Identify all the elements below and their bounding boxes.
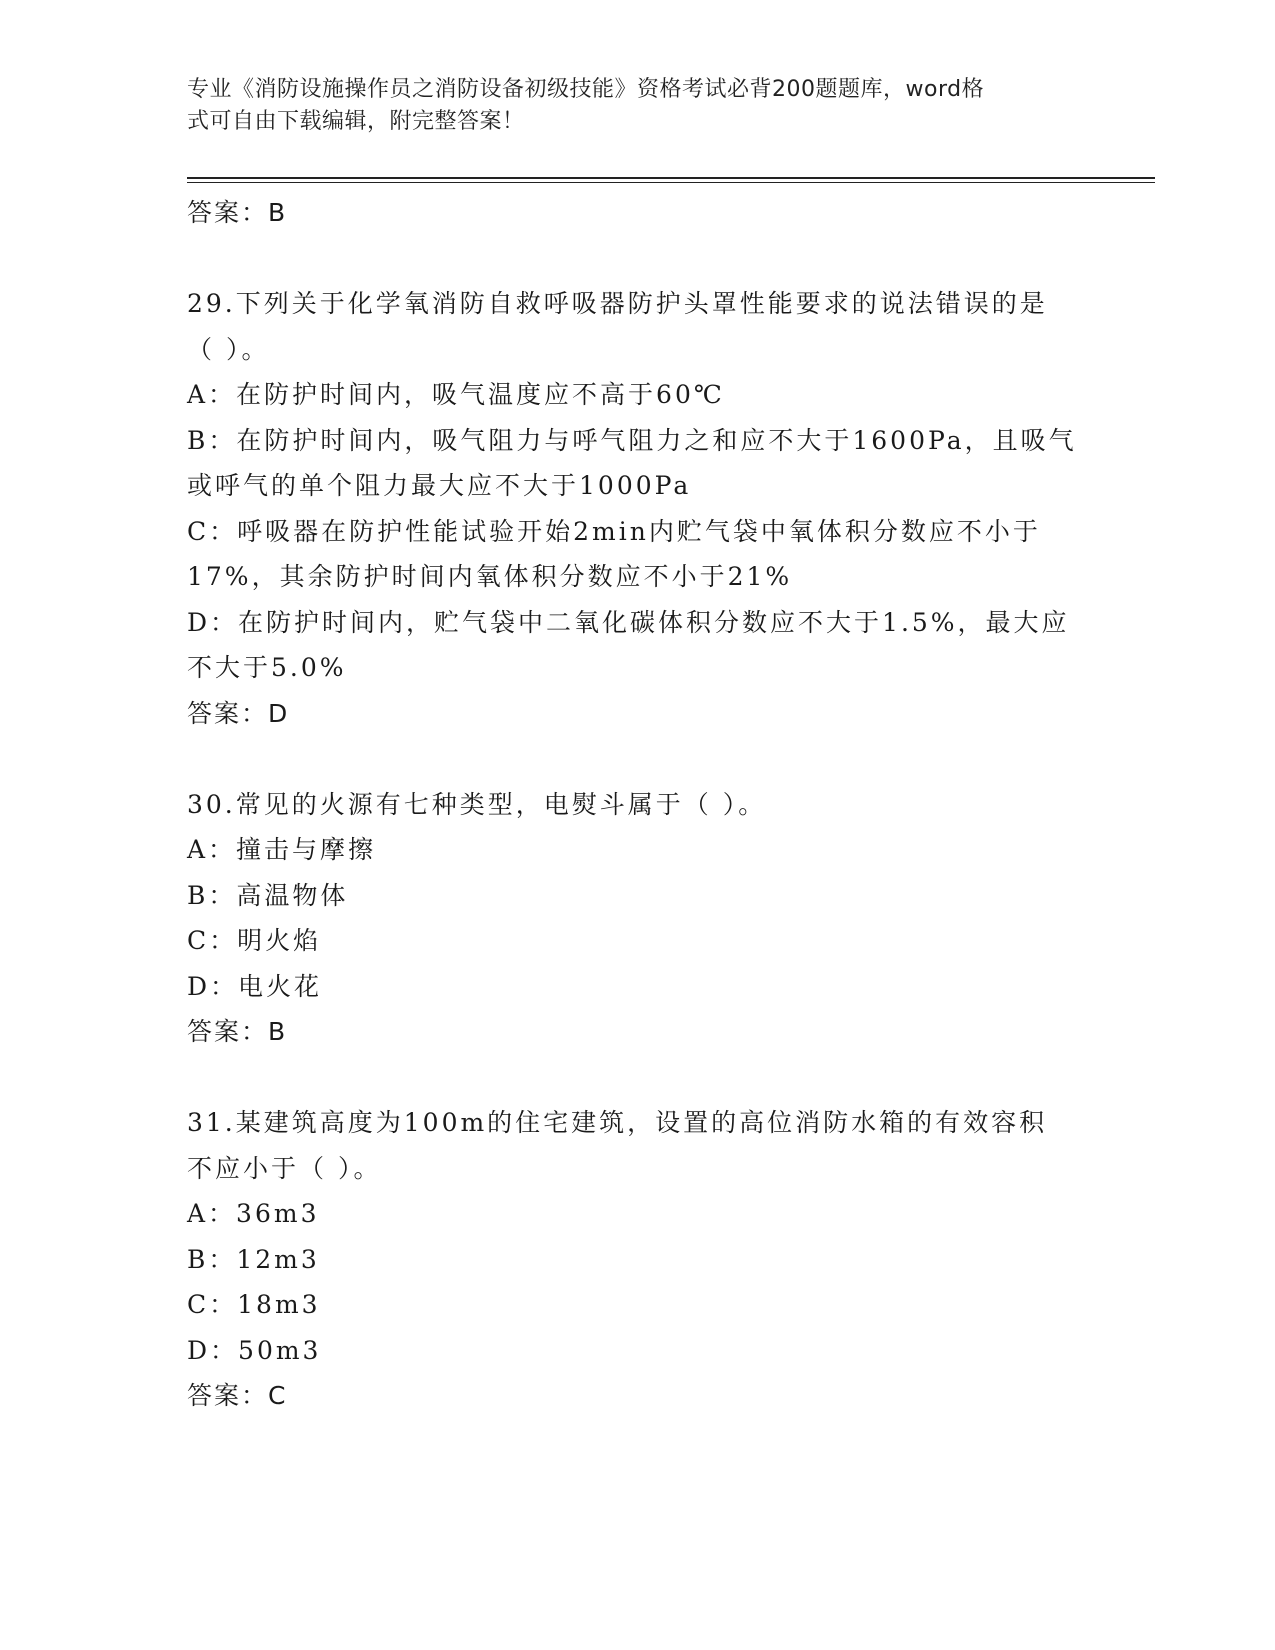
- option-c-continued: 17%，其余防护时间内氧体积分数应不小于21%: [187, 562, 793, 591]
- answer: 答案：C: [187, 1381, 288, 1410]
- option-d: D：50m3: [187, 1335, 322, 1365]
- question-text: 29.下列关于化学氧消防自救呼吸器防护头罩性能要求的说法错误的是: [187, 289, 1048, 318]
- question-text: （ ）。: [187, 334, 270, 364]
- answer: 答案：B: [187, 1017, 288, 1046]
- option-c: C：18m3: [187, 1290, 321, 1319]
- header-rule-thin: [187, 182, 1155, 183]
- option-d: D：在防护时间内，贮气袋中二氧化碳体积分数应不大于1.5%，最大应: [187, 607, 1070, 637]
- option-c: C：明火焰: [187, 926, 322, 955]
- question-text: 31.某建筑高度为100m的住宅建筑，设置的高位消防水箱的有效容积: [187, 1108, 1048, 1137]
- document-header: [187, 74, 1067, 138]
- question-text: 不应小于（ ）。: [187, 1153, 382, 1183]
- option-b: B：12m3: [187, 1244, 320, 1274]
- option-d: D：电火花: [187, 971, 323, 1001]
- option-a: A：在防护时间内，吸气温度应不高于60℃: [187, 380, 725, 409]
- header-rule-thick: [187, 177, 1155, 179]
- questions-content: [187, 190, 1087, 1419]
- spacer: [187, 1055, 1087, 1101]
- option-a: A：36m3: [187, 1199, 320, 1228]
- question-block-31: [187, 1100, 1087, 1419]
- option-b: B：高温物体: [187, 880, 349, 910]
- previous-answer: 答案：B: [187, 198, 288, 227]
- spacer: [187, 736, 1087, 782]
- header-line-1: 专业《消防设施操作员之消防设备初级技能》资格考试必背200题题库，word格: [187, 77, 985, 102]
- option-d-continued: 不大于5.0%: [187, 653, 347, 682]
- spacer: [187, 236, 1087, 282]
- option-b: B：在防护时间内，吸气阻力与呼气阻力之和应不大于1600Pa，且吸气: [187, 425, 1077, 455]
- question-block-30: [187, 782, 1087, 1055]
- option-a: A：撞击与摩擦: [187, 835, 377, 864]
- question-block-29: [187, 281, 1087, 736]
- header-line-2: 式可自由下载编辑，附完整答案！: [187, 109, 525, 134]
- answer: 答案：D: [187, 698, 290, 728]
- option-b-continued: 或呼气的单个阻力最大应不大于1000Pa: [187, 471, 692, 500]
- question-text: 30.常见的火源有七种类型，电熨斗属于（ ）。: [187, 789, 767, 819]
- option-c: C：呼吸器在防护性能试验开始2min内贮气袋中氧体积分数应不小于: [187, 516, 1041, 546]
